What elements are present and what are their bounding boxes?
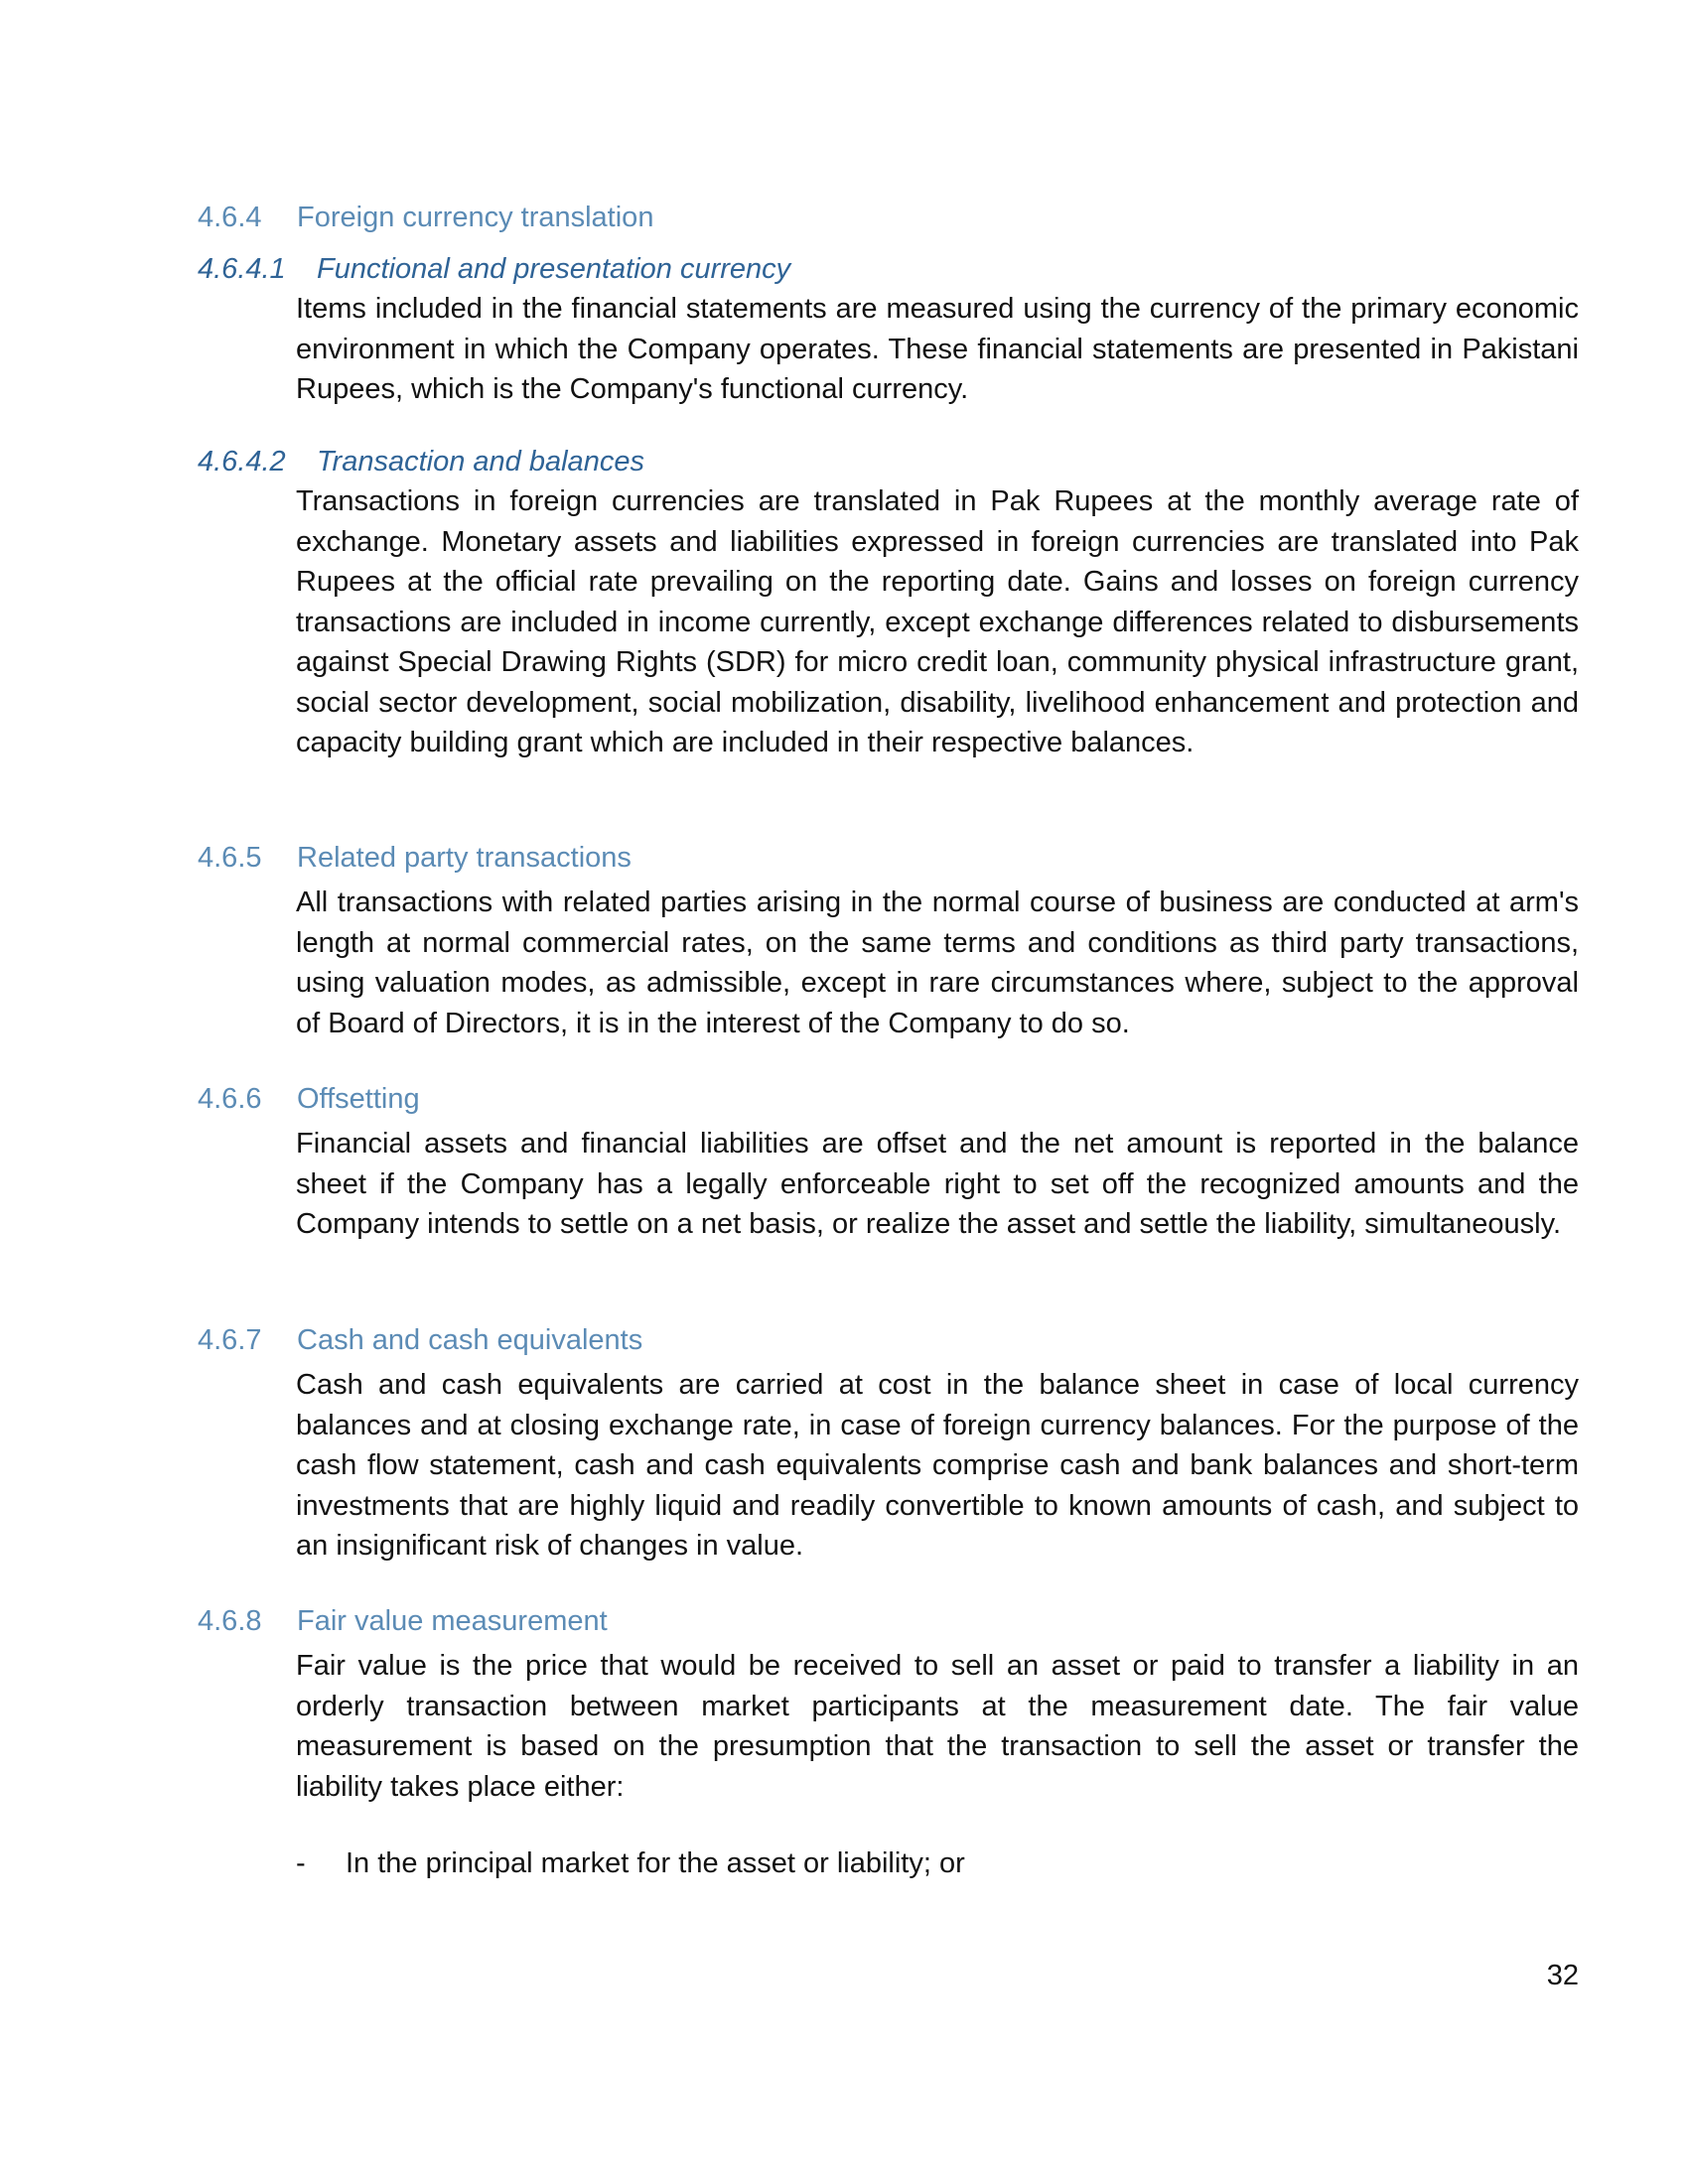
page-number: 32 bbox=[1546, 1960, 1579, 1991]
subsection-number: 4.6.4.1 bbox=[198, 253, 286, 285]
subsection-title: Functional and presentation currency bbox=[317, 253, 791, 285]
subsection-number: 4.6.4.2 bbox=[198, 446, 286, 478]
paragraph-related-party-transactions: All transactions with related parties arising in the normal course of business are conducted at arm's length at normal commercial rates, on the same terms and conditions as third party transactions, using valuation modes, as admissible, except in rare circumstances where, subject to the approval of Board of Directors, it is in the interest of the Company to do so. bbox=[296, 887, 1579, 1039]
section-number: 4.6.7 bbox=[198, 1324, 262, 1356]
section-number: 4.6.8 bbox=[198, 1605, 262, 1637]
section-title: Foreign currency translation bbox=[297, 202, 654, 233]
paragraph-fair-value-measurement: Fair value is the price that would be received to sell an asset or paid to transfer a liability in an orderly transaction between market participants at the measurement date. The fair value measurement is based on the presumption that the transaction to sell the asset or transfer the liability takes place either: bbox=[296, 1650, 1579, 1803]
paragraph-offsetting: Financial assets and financial liabilities are offset and the net amount is reported in the balance sheet if the Company has a legally enforceable right to set off the recognized amounts and the Company intends to settle on a net basis, or realize the asset and settle the liability, simultaneously. bbox=[296, 1128, 1579, 1240]
section-heading-related-party-transactions bbox=[198, 840, 632, 876]
paragraph-functional-currency: Items included in the financial statements are measured using the currency of the primary economic environment in which the Company operates. These financial statements are presented in Pakistani Rupees, which is the Company's functional currency. bbox=[296, 293, 1579, 405]
section-title: Fair value measurement bbox=[297, 1605, 608, 1637]
bullet-marker: - bbox=[296, 1847, 306, 1879]
paragraph-transaction-balances: Transactions in foreign currencies are translated in Pak Rupees at the monthly average rate of exchange. Monetary assets and liabilities expressed in foreign currencies are translated into Pak Rupees at the official rate prevailing on the reporting date. Gains and losses on foreign currency transactions are included in income currently, except exchange differences related to disbursements against Special Drawing Rights (SDR) for micro credit loan, community physical infrastructure grant, social sector development, social mobilization, disability, livelihood enhancement and protection and capacity building grant which are included in their respective balances. bbox=[296, 485, 1579, 758]
section-number: 4.6.6 bbox=[198, 1083, 262, 1115]
section-number: 4.6.5 bbox=[198, 842, 262, 874]
bullet-item bbox=[296, 1843, 1579, 1883]
subsection-heading-transaction-balances bbox=[198, 444, 644, 479]
section-title: Cash and cash equivalents bbox=[297, 1324, 643, 1356]
section-heading-foreign-currency-translation bbox=[198, 200, 653, 235]
section-heading-cash-equivalents bbox=[198, 1322, 642, 1358]
section-heading-fair-value-measurement bbox=[198, 1603, 608, 1639]
paragraph-cash-equivalents: Cash and cash equivalents are carried at cost in the balance sheet in case of local currency balances and at closing exchange rate, in case of foreign currency balances. For the purpose of the cash flow statement, cash and cash equivalents comprise cash and bank balances and short-term investments that are highly liquid and readily convertible to known amounts of cash, and subject to an insignificant risk of changes in value. bbox=[296, 1369, 1579, 1562]
section-title: Related party transactions bbox=[297, 842, 632, 874]
section-number: 4.6.4 bbox=[198, 202, 262, 233]
subsection-heading-functional-currency bbox=[198, 251, 790, 287]
subsection-title: Transaction and balances bbox=[317, 446, 644, 478]
section-title: Offsetting bbox=[297, 1083, 420, 1115]
section-heading-offsetting bbox=[198, 1081, 420, 1117]
bullet-text: In the principal market for the asset or liability; or bbox=[346, 1847, 965, 1879]
